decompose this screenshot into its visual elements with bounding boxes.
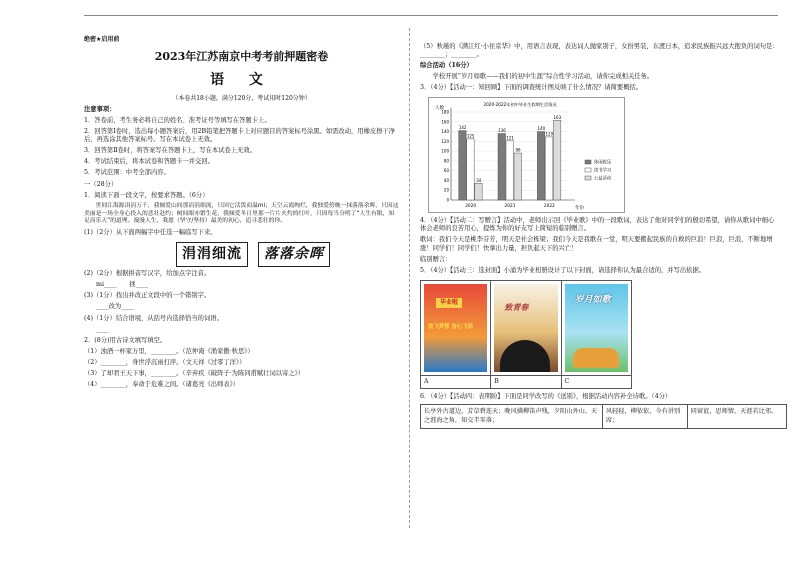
cover-a-label: A	[421, 375, 490, 388]
x-tick-label: 2020	[465, 203, 477, 209]
poem-line-3: 同窗谊，思师情，天涯若比邻。	[690, 408, 778, 416]
legend-label: 公益活动	[594, 176, 612, 182]
y-tick-label: 180	[441, 109, 449, 115]
cover-c-label: C	[562, 375, 631, 388]
activity-heading: 综合活动（16分）	[420, 62, 473, 70]
cover-b-label: B	[491, 375, 560, 388]
note-item: 3．回答第Ⅱ卷时，将答案写在答题卡上，写在本试卷上无效。	[84, 147, 257, 155]
bar-value-label: 96	[515, 147, 521, 153]
question-6: 6．（4分）【活动四：表期盼】下面是同学改写的《送别》，根据活动内容补全诗歌。（4分）	[420, 392, 672, 400]
bar	[467, 139, 475, 200]
cover-option-b[interactable]	[491, 281, 561, 388]
column-divider	[409, 28, 410, 528]
note-item: 4．考试结束后，将本试卷和答题卡一并交回。	[84, 158, 214, 166]
secret-tag: 绝密★启用前	[84, 36, 120, 43]
calligraphy-regular: 涓涓细流	[176, 242, 248, 267]
subject-title: 语 文	[210, 71, 273, 88]
note-item: 1．答卷前，考生务必将自己的姓名、准考证号等填写在答题卡上。	[84, 116, 271, 124]
legend-label: 休闲娱乐	[594, 160, 612, 166]
top-rule	[84, 15, 778, 16]
y-tick-label: 160	[441, 119, 449, 125]
question-1-3: (3)（1分）找出并改正文段中的一个错别字。	[84, 292, 211, 300]
poem-table	[420, 404, 787, 429]
poem-fill: （3）了却君王天下事，________。（辛弃疾《破阵子·为陈同甫赋壮词以寄之》）	[84, 370, 305, 378]
calligraphy-samples	[176, 242, 399, 267]
y-tick-label: 100	[441, 148, 449, 154]
cover-a-slogan: 放飞梦想 奋心飞扬	[428, 323, 474, 330]
y-tick-label: 0	[446, 197, 449, 203]
bar	[459, 130, 467, 199]
cover-a-title: 毕业啦	[436, 298, 462, 308]
bar-value-label: 140	[537, 125, 546, 131]
bar-value-label: 136	[498, 127, 506, 133]
bar	[545, 137, 553, 200]
bar	[506, 141, 514, 200]
legend-swatch	[585, 176, 591, 180]
question-1: 1．阅读下面一段文字，按要求答题。（6分）	[84, 191, 209, 199]
question-1-2: (2)（2分）根据拼音写汉字，给加点字注音。	[84, 270, 211, 278]
legend-label: 读书学习	[594, 168, 612, 174]
x-tick-label: 2022	[543, 203, 555, 209]
bar-value-label: 142	[458, 124, 467, 130]
y-tick-label: 120	[441, 138, 449, 144]
y-tick-label: 140	[441, 128, 449, 134]
bar	[553, 120, 561, 200]
farewell-label: 临别赠言：	[420, 256, 452, 264]
note-item: 5．考试范围：中考全部内容。	[84, 169, 170, 177]
question-4: 4．（4分）【活动二：写赠言】活动中，老师出示回《毕业歌》中的一段歌词，表达了他对同学们的殷切希望，请你从歌词中细心体会老师的良苦用心，提炼为你的好友写上简短的临别赠言。	[420, 216, 775, 233]
question-5: 5．（4分）【活动三：选封面】小涌为毕业相册设计了以下封面，请选择你认为最合适的，并写出依据。	[420, 267, 706, 275]
answer-line: ____改为____	[96, 303, 134, 311]
y-tick-label: 60	[443, 168, 449, 174]
y-tick-label: 80	[443, 158, 449, 164]
x-axis-label: 年份	[575, 205, 584, 211]
question-1-1: (1)（2分）从下面两幅字中任选一幅临写下来。	[84, 228, 217, 236]
y-tick-label: 20	[443, 187, 449, 193]
note-item: 2．回答第Ⅰ卷时，选出每小题答案后，用2B铅笔把答题卡上对应题目的答案标号涂黑。如需改动，用橡皮擦干净后，再选涂其他答案标号。写在本试卷上无效。	[84, 127, 396, 144]
question-3: 3．（4分）【活动一：知回顾】下面的调查统计图反映了什么情况？请简要概括。	[420, 84, 643, 92]
bar	[537, 131, 545, 199]
poem-fill-5: （5）秋瑾的《满江红·小住京华》中，用语言表现，表达词人抛家别子，女扮男装，东渡日本，追求民族振兴远大抱负的词句是：________；________。	[420, 42, 779, 59]
poem-fill: （2）________，身世浮沉雨打萍。（文天祥《过零丁洋》）	[84, 358, 246, 366]
chart-title: 2020-2022年初中毕业生假期生活情况	[483, 101, 557, 107]
cover-option-a[interactable]	[421, 281, 491, 388]
poem-fill: （1）浊酒一杯家万里，________。（范仲淹《渔家傲·秋思》）	[84, 347, 254, 355]
cover-option-c[interactable]	[562, 281, 631, 388]
right-column	[420, 40, 780, 429]
bar-value-label: 129	[545, 131, 554, 137]
exam-info: （本卷共18小题，满分120分，考试用时120分钟）	[172, 94, 311, 102]
left-column	[84, 36, 399, 392]
bar-value-label: 125	[466, 133, 475, 139]
cover-options	[420, 280, 632, 389]
activity-intro: 学校开展“岁月如歌——我们的初中生涯”综合性学习活动，请你完成相关任务。	[432, 73, 654, 81]
legend-swatch	[585, 168, 591, 172]
song-lyrics: 歌词：我们今天是桃李芬芳，明天是社会栋梁；我们今天是我歌在一堂，明天要搬起民族的自救的巨浪！巨浪，巨浪，不断地增涨！同学们！同学们！快拿出力量，担负起天下的兴亡！	[420, 236, 773, 252]
cover-a-image	[424, 284, 487, 372]
answer-line: ____	[96, 325, 109, 333]
answer-line: mi____ 拯____	[96, 281, 149, 289]
bar	[498, 133, 506, 199]
bar-chart-svg	[429, 98, 624, 212]
cover-b-image	[494, 284, 557, 372]
calligraphy-cursive: 落落余晖	[258, 242, 330, 267]
x-tick-label: 2021	[504, 203, 516, 209]
poem-line-2: 风轻轻，柳依依，今有讲别席；	[603, 405, 688, 428]
cover-b-title: 致青春	[504, 301, 529, 312]
poem-fill: （4）________，奉命于危难之间。（诸葛亮《出师表》）	[84, 381, 240, 389]
legend-swatch	[585, 160, 591, 164]
bar	[475, 183, 483, 200]
question-2: 2．(8分)用古诗文填写填空。	[84, 336, 167, 344]
notes-heading: 注意事项：	[84, 105, 116, 113]
y-axis-label: 人数	[435, 105, 444, 111]
bar-value-label: 34	[476, 177, 482, 183]
reading-passage: 世间江海源涓涓万千，我倾爱山间那涓涓细流，只因它活泼而温mi；天空云霞绚烂，我独爱傍晚一抹落落余晖，只因这美丽是一场全身心投入的悲壮赴约；树间眼亦繁生花，我倾爱冬日里那一片片火灼的红叶，只因每当分明了“人生有限，知足而乐天”的道理。漫漫人生，我愿（坚守/坚持）最美的初心，追寻悲壮的你。	[84, 202, 399, 225]
question-1-4: (4)（1分）结合语境，从括号内选择恰当的词语。	[84, 314, 223, 322]
cover-c-image	[565, 284, 628, 372]
cover-c-title: 岁月如歌	[574, 294, 611, 305]
students-figures	[573, 348, 619, 368]
exam-title: 2023年江苏南京中考考前押题密卷	[154, 50, 329, 64]
y-tick-label: 40	[443, 177, 449, 183]
bar-chart	[428, 97, 625, 213]
bar-value-label: 163	[553, 114, 562, 120]
poem-original: 长亭外古道边，芳草碧连天；晚风拂柳笛声残，夕阳山外山。天之涯海之角，知交半零落；	[421, 405, 603, 428]
bar	[514, 153, 522, 200]
section-heading: 一（28分）	[84, 180, 118, 188]
bar-value-label: 121	[506, 135, 514, 141]
graduates-silhouette	[500, 340, 550, 372]
